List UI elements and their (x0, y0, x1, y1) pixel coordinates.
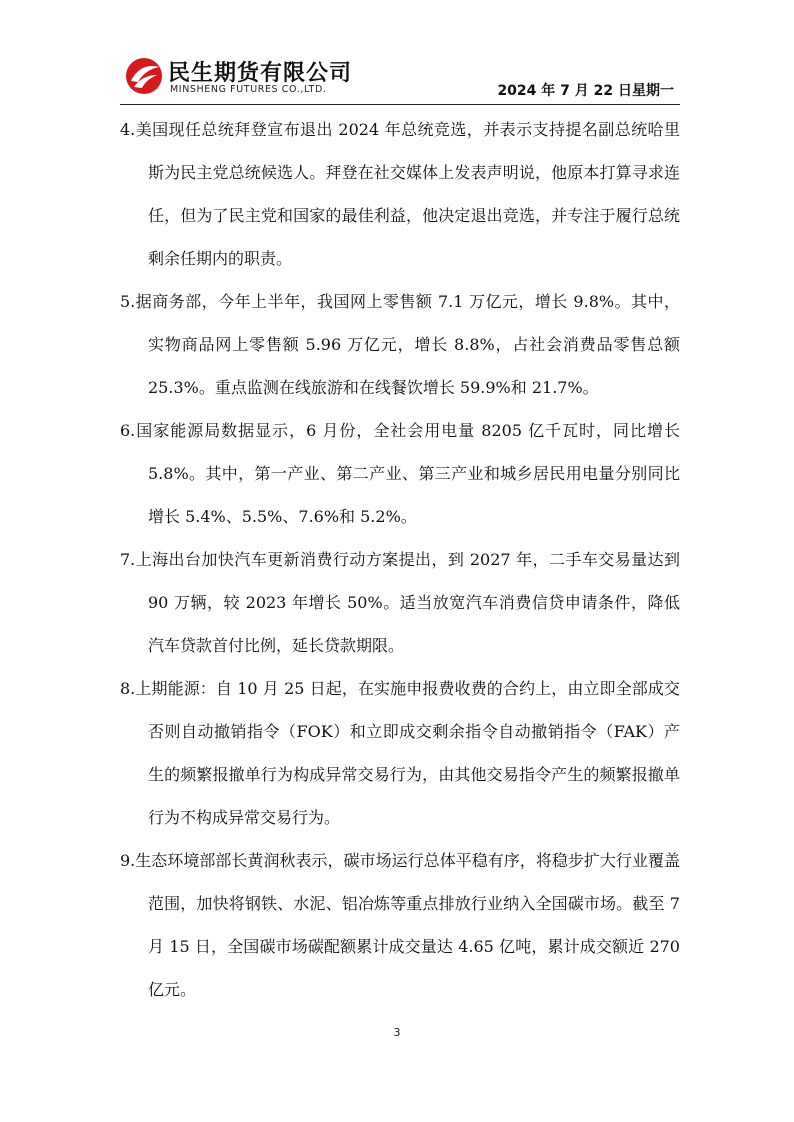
item-text: 国家能源局数据显示，6 月份，全社会用电量 8205 亿千瓦时，同比增长 5.8%。其中，第一产业、第二产业、第三产业和城乡居民用电量分别同比增长 5.4%、5.5%、7.6%和 5.2%。 (135, 421, 680, 526)
item-number: 5. (120, 292, 136, 311)
item-number: 6. (120, 421, 136, 440)
news-item-6 (120, 409, 680, 538)
header-divider (120, 104, 680, 105)
item-number: 7. (120, 550, 136, 569)
item-text: 生态环境部部长黄润秋表示，碳市场运行总体平稳有序，将稳步扩大行业覆盖范围，加快将钢铁、水泥、铝冶炼等重点排放行业纳入全国碳市场。截至 7 月 15 日，全国碳市场碳配额累计成交量达 4.65 亿吨，累计成交额近 270 亿元。 (135, 851, 680, 999)
item-number: 4. (120, 120, 136, 139)
item-number: 9. (120, 851, 136, 870)
item-text: 上期能源：自 10 月 25 日起，在实施申报费收费的合约上，由立即全部成交否则自动撤销指令（FOK）和立即成交剩余指令自动撤销指令（FAK）产生的频繁报撤单行为构成异常交易行为，由其他交易指令产生的频繁报撤单行为不构成异常交易行为。 (135, 679, 680, 827)
item-text: 上海出台加快汽车更新消费行动方案提出，到 2027 年，二手车交易量达到 90 万辆，较 2023 年增长 50%。适当放宽汽车消费信贷申请条件，降低汽车贷款首付比例，延长贷款期限。 (135, 550, 680, 655)
logo-english-name: MINSHENG FUTURES CO.,LTD. (170, 84, 327, 95)
news-item-9 (120, 839, 680, 1011)
page-number: 3 (393, 1026, 401, 1039)
news-item-7 (120, 538, 680, 667)
company-logo (120, 54, 360, 100)
logo-chinese-name: 民生期货有限公司 (168, 61, 353, 86)
item-text: 美国现任总统拜登宣布退出 2024 年总统竞选，并表示支持提名副总统哈里斯为民主党总统候选人。拜登在社交媒体上发表声明说，他原本打算寻求连任，但为了民主党和国家的最佳利益，他决定退出竞选，并专注于履行总统剩余任期内的职责。 (135, 120, 680, 268)
item-number: 8. (120, 679, 136, 698)
item-text: 据商务部，今年上半年，我国网上零售额 7.1 万亿元，增长 9.8%。其中，实物商品网上零售额 5.96 万亿元，增长 8.8%，占社会消费品零售总额 25.3%。重点监测在线旅游和在线餐饮增长 59.9%和 21.7%。 (135, 292, 680, 397)
news-item-4 (120, 108, 680, 280)
report-date: 2024 年 7 月 22 日星期一 (497, 83, 674, 99)
news-item-8 (120, 667, 680, 839)
minsheng-logo-icon (124, 56, 164, 96)
news-item-5 (120, 280, 680, 409)
page-header (120, 48, 680, 106)
news-list (120, 108, 680, 1011)
